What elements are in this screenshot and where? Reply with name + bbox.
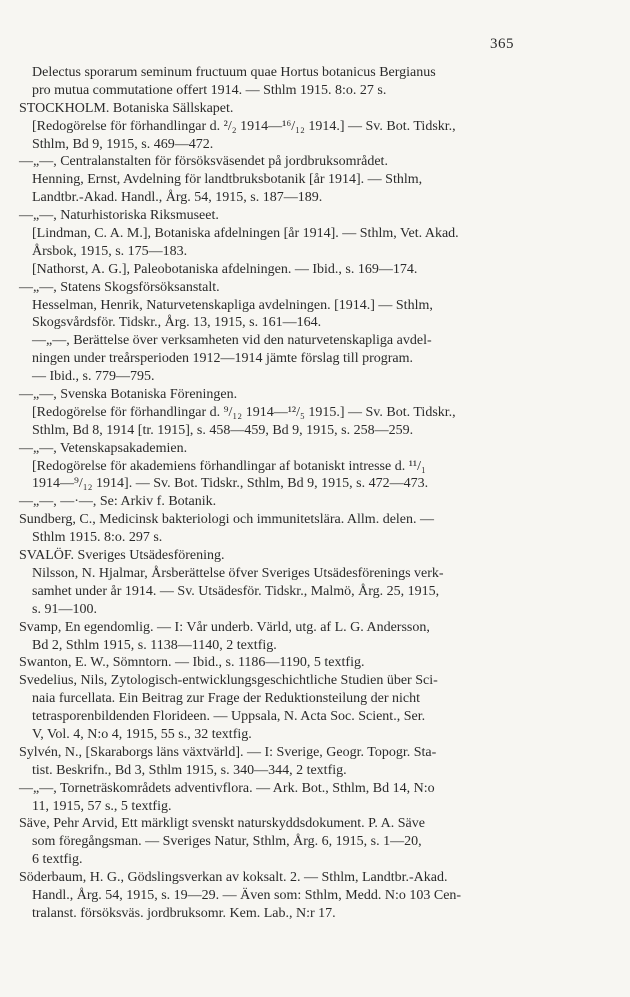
text-line: ningen under treårsperioden 1912—1914 jämte förslag till program. bbox=[32, 351, 414, 367]
text-line: Säve, Pehr Arvid, Ett märkligt svenskt naturskyddsdokument. P. A. Säve bbox=[19, 816, 425, 832]
text-line: Söderbaum, H. G., Gödslingsverkan av koksalt. 2. — Sthlm, Landtbr.-Akad. bbox=[19, 870, 448, 886]
text-line: Svedelius, Nils, Zytologisch-entwicklungsgeschichtliche Studien über Sci- bbox=[19, 673, 438, 689]
text-line: tist. Beskrifn., Bd 3, Sthlm 1915, s. 340—344, 2 textfig. bbox=[32, 762, 347, 778]
text-line: —„—, —·—, Se: Arkiv f. Botanik. bbox=[19, 494, 217, 510]
text-line: Sthlm 1915. 8:o. 297 s. bbox=[32, 530, 163, 546]
text-line: Svamp, En egendomlig. — I: Vår underb. Värld, utg. af L. G. Andersson, bbox=[19, 619, 430, 635]
text-line: samhet under år 1914. — Sv. Utsädesför. Tidskr., Malmö, Årg. 25, 1915, bbox=[32, 583, 440, 599]
text-line: Nilsson, N. Hjalmar, Årsberättelse öfver Sveriges Utsädesförenings verk- bbox=[32, 565, 444, 581]
text-line: Sthlm, Bd 9, 1915, s. 469—472. bbox=[32, 136, 214, 152]
text-line: Landtbr.-Akad. Handl., Årg. 54, 1915, s. 187—189. bbox=[32, 190, 323, 206]
text-line: som föregångsman. — Sveriges Natur, Sthlm, Årg. 6, 1915, s. 1—20, bbox=[32, 834, 422, 850]
bibliography-entries bbox=[19, 64, 613, 923]
text-line: [Redogörelse för förhandlingar d. ⁹/₁₂ 1914—¹²/₅ 1915.] — Sv. Bot. Tidskr., bbox=[32, 404, 456, 420]
text-line: Bd 2, Sthlm 1915, s. 1138—1140, 2 textfig. bbox=[32, 637, 277, 653]
text-line: tetrasporenbildenden Florideen. — Uppsala, N. Acta Soc. Scient., Ser. bbox=[32, 709, 426, 725]
text-line: —„—, Naturhistoriska Riksmuseet. bbox=[19, 208, 219, 224]
text-line: Handl., Årg. 54, 1915, s. 19—29. — Även som: Sthlm, Medd. N:o 103 Cen- bbox=[32, 887, 462, 903]
text-line: [Redogörelse för förhandlingar d. ²/₂ 1914—¹⁶/₁₂ 1914.] — Sv. Bot. Tidskr., bbox=[32, 118, 456, 134]
text-line: Hesselman, Henrik, Naturvetenskapliga avdelningen. [1914.] — Sthlm, bbox=[32, 297, 433, 313]
text-line: —„—, Svenska Botaniska Föreningen. bbox=[19, 387, 238, 403]
text-line: tralanst. försöksväs. jordbruksomr. Kem. Lab., N:r 17. bbox=[32, 905, 336, 921]
text-line: Sundberg, C., Medicinsk bakteriologi och immunitetslära. Allm. delen. — bbox=[19, 512, 435, 528]
text-line: [Nathorst, A. G.], Paleobotaniska afdelningen. — Ibid., s. 169—174. bbox=[32, 261, 418, 277]
text-line: [Redogörelse för akademiens förhandlingar af botaniskt intresse d. ¹¹/₁ bbox=[32, 458, 426, 474]
text-line: [Lindman, C. A. M.], Botaniska afdelningen [år 1914]. — Sthlm, Vet. Akad. bbox=[32, 226, 459, 242]
text-line: 1914—⁹/₁₂ 1914]. — Sv. Bot. Tidskr., Sthlm, Bd 9, 1915, s. 472—473. bbox=[32, 476, 429, 492]
text-line: Delectus sporarum seminum fructuum quae Hortus botanicus Bergianus bbox=[32, 65, 436, 80]
text-line: —„—, Statens Skogsförsöksanstalt. bbox=[19, 279, 220, 295]
text-line: —„—, Torneträskområdets adventivflora. — Ark. Bot., Sthlm, Bd 14, N:o bbox=[19, 780, 435, 796]
text-line: —„—, Berättelse över verksamheten vid den naturvetenskapliga avdel- bbox=[32, 333, 432, 349]
text-line: — Ibid., s. 779—795. bbox=[32, 369, 155, 385]
text-line: Swanton, E. W., Sömntorn. — Ibid., s. 1186—1190, 5 textfig. bbox=[19, 655, 365, 671]
page-number: 365 bbox=[490, 36, 514, 52]
text-line: —„—, Vetenskapsakademien. bbox=[19, 440, 188, 456]
text-line: STOCKHOLM. Botaniska Sällskapet. bbox=[19, 100, 234, 116]
text-line: —„—, Centralanstalten för försöksväsendet på jordbruksområdet. bbox=[19, 154, 388, 170]
text-line: Sthlm, Bd 8, 1914 [tr. 1915], s. 458—459, Bd 9, 1915, s. 258—259. bbox=[32, 422, 414, 438]
text-line: Årsbok, 1915, s. 175—183. bbox=[32, 243, 188, 259]
text-line: Skogsvårdsför. Tidskr., Årg. 13, 1915, s. 161—164. bbox=[32, 315, 322, 331]
text-line: pro mutua commutatione offert 1914. — Sthlm 1915. 8:o. 27 s. bbox=[32, 82, 387, 98]
text-line: s. 91—100. bbox=[32, 601, 97, 617]
text-line: 11, 1915, 57 s., 5 textfig. bbox=[32, 798, 172, 814]
text-line: SVALÖF. Sveriges Utsädesförening. bbox=[19, 548, 225, 564]
text-line: Sylvén, N., [Skaraborgs läns växtvärld]. — I: Sverige, Geogr. Topogr. Sta- bbox=[19, 744, 437, 760]
text-line: Henning, Ernst, Avdelning för landtbruksbotanik [år 1914]. — Sthlm, bbox=[32, 172, 423, 188]
text-line: V, Vol. 4, N:o 4, 1915, 55 s., 32 textfig. bbox=[32, 726, 252, 742]
text-line: 6 textfig. bbox=[32, 852, 83, 868]
text-line: naia furcellata. Ein Beitrag zur Frage der Reduktionsteilung der nicht bbox=[32, 691, 420, 707]
